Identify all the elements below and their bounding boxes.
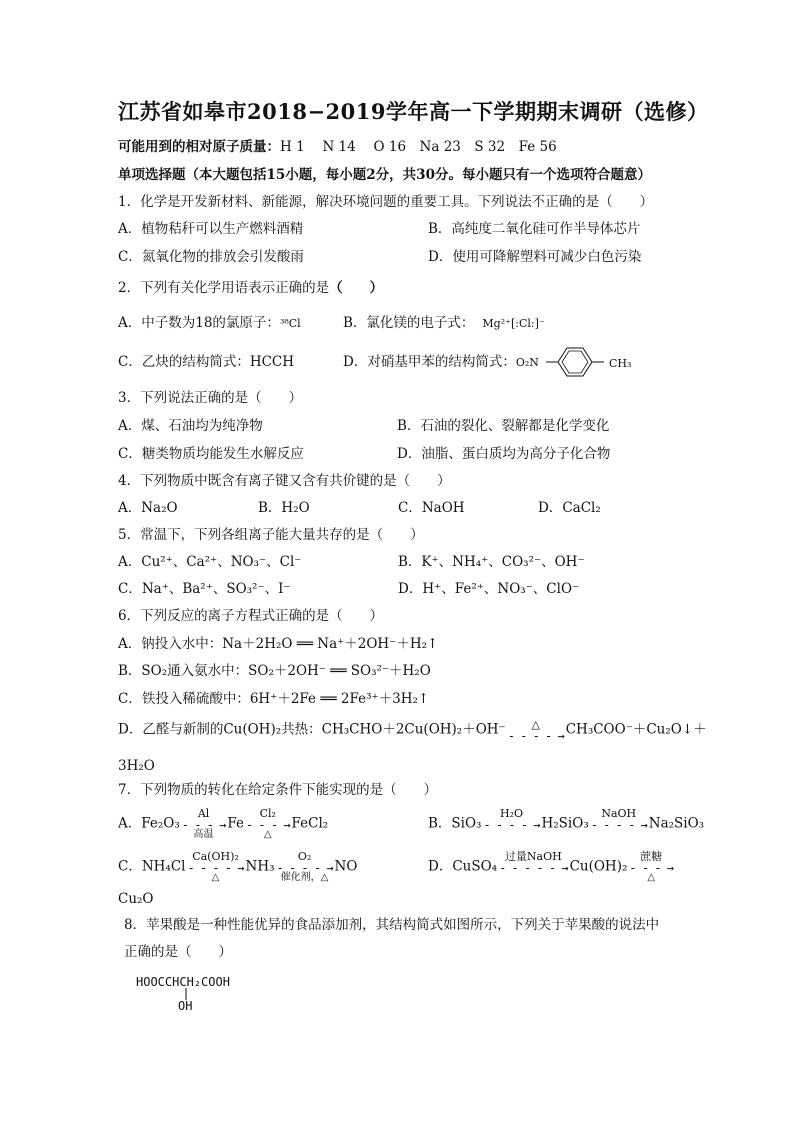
q7-option-d [428, 851, 675, 883]
q7-c-c2-bot: 催化剂，△ [280, 872, 329, 883]
q1-stem: 1．化学是开发新材料、新能源，解决环境问题的重要工具。下列说法不正确的是（ ） [118, 194, 654, 210]
q6-option-d [118, 719, 707, 741]
reaction-arrow-icon: - - - - → [507, 729, 564, 743]
malic-acid-hydroxyl: OH [178, 999, 193, 1013]
atomic-masses-values: H 1 N 14 O 16 Na 23 S 32 Fe 56 [280, 139, 557, 155]
q7-a-start: A．Fe₂O₃ [118, 815, 180, 832]
reaction-arrow-icon: - - - - - → [499, 861, 568, 875]
q2-option-a [118, 314, 301, 333]
q7-d-c1-top: 过量NaOH [504, 850, 562, 863]
q7-c-c1-bot: △ [211, 872, 220, 883]
q2-stem-line [118, 279, 383, 297]
q7-b-start: B．SiO₃ [428, 815, 482, 832]
q6-option-c: C．铁投入稀硫酸中：6H⁺＋2Fe ══ 2Fe³⁺＋3H₂↑ [118, 691, 430, 707]
q6-option-a: A．钠投入水中：Na＋2H₂O ══ Na⁺＋2OH⁻＋H₂↑ [118, 636, 439, 652]
q2-option-d-left: O₂N [515, 356, 539, 369]
q2-option-d [343, 353, 539, 372]
q7-c-c1-top: Ca(OH)₂ [192, 850, 239, 863]
q7-option-c [118, 851, 357, 883]
q4-option-b: B．H₂O [258, 500, 310, 516]
q7-stem: 7．下列物质的转化在给定条件下能实现的是（ ） [118, 782, 438, 798]
q6-d-condition: △ [531, 718, 540, 731]
q7-c-arrow-2 [277, 851, 333, 883]
reaction-arrow-icon: - - - - → [276, 861, 333, 875]
q7-b-c2-top: NaOH [601, 807, 637, 820]
q7-a-arrow-2 [246, 808, 290, 840]
reaction-arrow-icon: - - - - → [187, 861, 244, 875]
q7-c-end: NO [334, 858, 358, 875]
q7-a-end: FeCl₂ [291, 815, 329, 832]
q1-option-d: D．使用可降解塑料可减少白色污染 [428, 249, 642, 265]
q2-option-d-label: D．对硝基甲苯的结构简式： [343, 354, 516, 370]
reaction-arrow-icon: - - - → [181, 818, 226, 832]
q4-option-d: D．CaCl₂ [538, 500, 601, 516]
q1-option-a: A．植物秸秆可以生产燃料酒精 [118, 221, 304, 237]
q4-stem: 4．下列物质中既含有离子键又含有共价键的是（ ） [118, 473, 451, 489]
q7-b-end: Na₂SiO₃ [648, 815, 705, 832]
q7-d-c2-bot: △ [647, 872, 656, 883]
q7-option-d-continued: Cu₂O [118, 891, 154, 907]
q2-option-b [343, 314, 545, 333]
q8-stem-line-2: 正确的是（ ） [124, 944, 232, 960]
q3-option-b: B．石油的裂化、裂解都是化学变化 [397, 418, 610, 434]
q7-a-c1-bot: 高温 [193, 829, 214, 840]
q7-a-c1-top: Al [197, 807, 210, 820]
section-heading: 单项选择题（本大题包括15小题，每小题2分，共30分。每小题只有一个选项符合题意） [118, 167, 651, 183]
q3-option-a: A．煤、石油均为纯净物 [118, 418, 263, 434]
q5-option-d: D．H⁺、Fe²⁺、NO₃⁻、ClO⁻ [398, 581, 580, 597]
reaction-arrow-icon: - - - → [629, 861, 673, 875]
q7-a-mid: Fe [227, 815, 244, 832]
q6-d-arrow [508, 719, 564, 741]
q7-d-mid: Cu(OH)₂ [569, 858, 628, 875]
q7-c-mid: NH₃ [245, 858, 275, 875]
q7-d-c2-top: 蔗糖 [640, 850, 663, 863]
q3-stem: 3．下列说法正确的是（ ） [118, 390, 303, 406]
q7-option-b [428, 808, 704, 840]
q2-option-a-label: A．中子数为18的氯原子： [118, 315, 280, 331]
malic-acid-structure: HOOCCHCH₂COOH [136, 975, 230, 989]
q2-option-c: C．乙炔的结构简式：HCCH [118, 354, 295, 370]
benzene-ring-icon [546, 344, 604, 380]
q7-c-arrow-1 [187, 851, 243, 883]
q7-d-arrow-2 [629, 851, 673, 883]
q8-stem-line-1: 8．苹果酸是一种性能优异的食品添加剂，其结构简式如图所示，下列关于苹果酸的说法中 [124, 917, 660, 933]
q2-stem: 2．下列有关化学用语表示正确的是 [118, 280, 330, 296]
reaction-arrow-icon: - - - - → [483, 818, 540, 832]
q5-stem: 5．常温下，下列各组离子能大量共存的是（ ） [118, 527, 424, 543]
q6-stem: 6．下列反应的离子方程式正确的是（ ） [118, 608, 384, 624]
q7-d-start: D．CuSO₄ [428, 858, 498, 875]
q5-option-c: C．Na⁺、Ba²⁺、SO₃²⁻、I⁻ [118, 581, 291, 597]
page-title: 江苏省如皋市2018−2019学年高一下学期期末调研（选修） [118, 99, 709, 124]
q5-option-a: A．Cu²⁺、Ca²⁺、NO₃⁻、Cl⁻ [118, 554, 302, 570]
atomic-masses-line [118, 138, 557, 156]
q2-option-b-formula: Mg²⁺[:Cl:]⁻ [482, 317, 545, 330]
q2-option-d-right: CH₃ [609, 357, 632, 370]
reaction-arrow-icon: - - - - → [590, 818, 647, 832]
q7-d-arrow-1 [499, 851, 567, 883]
q2-paren: （ ） [329, 280, 384, 296]
q7-a-c2-top: Cl₂ [259, 807, 276, 820]
q5-option-b: B．K⁺、NH₄⁺、CO₃²⁻、OH⁻ [398, 554, 585, 570]
reaction-arrow-icon: - - - → [245, 818, 290, 832]
q2-option-b-label: B．氯化镁的电子式： [343, 315, 475, 331]
q7-c-c2-top: O₂ [297, 850, 312, 863]
q6-option-d-right: CH₃COO⁻＋Cu₂O↓＋ [565, 721, 707, 738]
q4-option-c: C．NaOH [398, 500, 465, 516]
atomic-masses-label: 可能用到的相对原子质量： [118, 139, 280, 155]
q6-option-d-left: D．乙醛与新制的Cu(OH)₂共热：CH₃CHO＋2Cu(OH)₂＋OH⁻ [118, 721, 506, 738]
q7-b-arrow-2 [591, 808, 647, 840]
q7-a-arrow-1 [182, 808, 226, 840]
q3-option-d: D．油脂、蛋白质均为高分子化合物 [397, 446, 611, 462]
q1-option-b: B．高纯度二氧化硅可作半导体芯片 [428, 221, 641, 237]
q6-option-b: B．SO₂通入氨水中：SO₂＋2OH⁻ ══ SO₃²⁻＋H₂O [118, 663, 431, 679]
q7-b-c1-top: H₂O [499, 807, 523, 820]
q7-b-arrow-1 [483, 808, 539, 840]
q7-option-a [118, 808, 328, 840]
q6-option-d-continued: 3H₂O [118, 758, 155, 774]
q7-c-start: C．NH₄Cl [118, 858, 186, 875]
q4-option-a: A．Na₂O [118, 500, 178, 516]
q7-b-mid: H₂SiO₃ [541, 815, 589, 832]
q7-a-c2-bot: △ [263, 829, 272, 840]
q2-option-a-formula: ³⁸Cl [279, 317, 301, 330]
q3-option-c: C．糖类物质均能发生水解反应 [118, 446, 304, 462]
q1-option-c: C．氮氧化物的排放会引发酸雨 [118, 249, 304, 265]
